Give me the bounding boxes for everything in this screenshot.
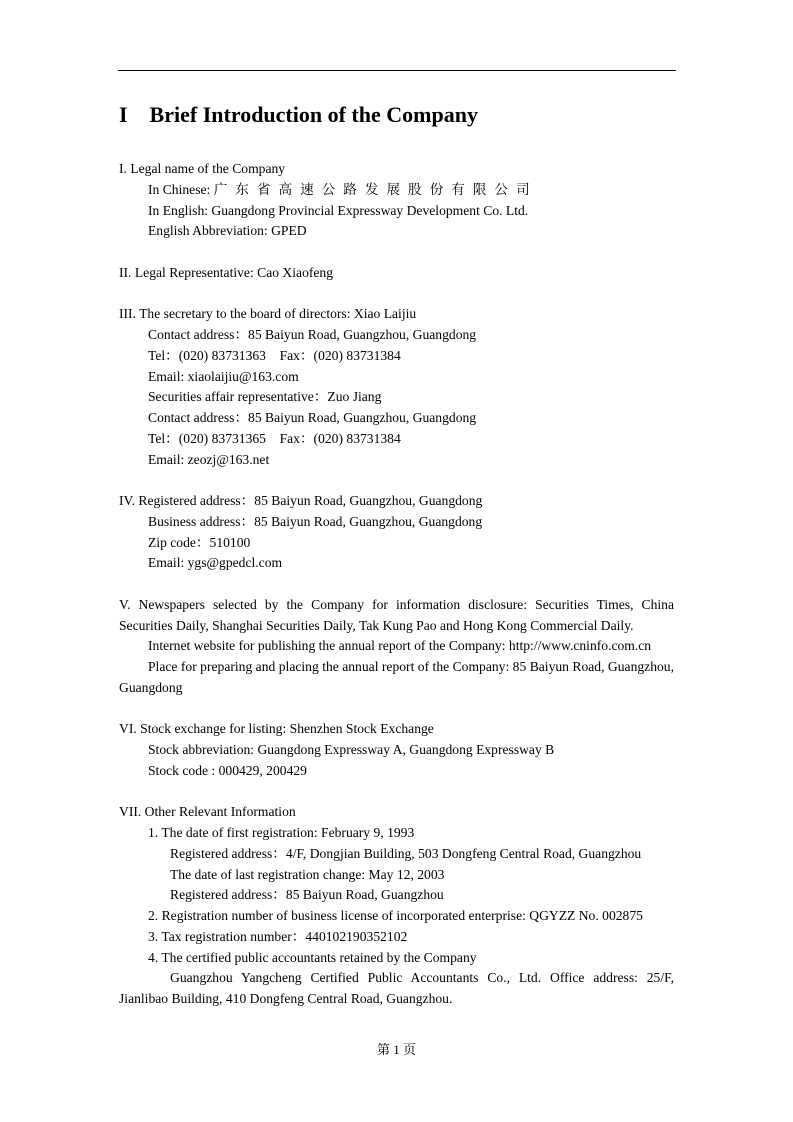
- s7-item-3: 3. Tax registration number：440102190352102: [148, 928, 408, 944]
- s3-line: Email: xiaolaijiu@163.com: [148, 368, 299, 384]
- s3-line: Contact address：85 Baiyun Road, Guangzhou, Guangdong: [148, 327, 477, 342]
- page-number: 第 1 页: [376, 1042, 416, 1057]
- english-abbreviation: English Abbreviation: GPED: [148, 223, 307, 239]
- chinese-name-line: [119, 180, 674, 201]
- s7-item-2: 2. Registration number of business license of incorporated enterprise: QGYZZ No. 002875: [148, 908, 643, 923]
- s7-item-4-text: Guangzhou Yangcheng Certified Public Accountants Co., Ltd. Office address: 25/F, Jianlibao Building, 410 Dongfeng Central Road, Guangzhou.: [119, 970, 674, 1006]
- s3-line: Securities affair representative：Zuo Jiang: [148, 389, 382, 405]
- s4-line: Business address：85 Baiyun Road, Guangzhou, Guangdong: [148, 513, 483, 529]
- section-1-title: I. Legal name of the Company: [119, 161, 286, 176]
- header-rule: [118, 70, 676, 71]
- s4-line: Zip code：510100: [148, 534, 251, 550]
- document-body: [119, 159, 674, 1010]
- s7-item-1-sub: The date of last registration change: May 12, 2003: [170, 866, 445, 882]
- s6-line: Stock abbreviation: Guangdong Expressway A, Guangdong Expressway B: [148, 742, 555, 757]
- s3-line: Email: zeozj@163.net: [148, 451, 270, 467]
- english-name: In English: Guangdong Provincial Expressway Development Co. Ltd.: [148, 202, 529, 218]
- s7-item-1-sub: Registered address：85 Baiyun Road, Guangzhou: [170, 887, 444, 903]
- page-title: I Brief Introduction of the Company: [119, 102, 478, 127]
- s6-line: Stock code : 000429, 200429: [148, 762, 307, 778]
- s7-item-1-sub: Registered address：4/F, Dongjian Building, 503 Dongfeng Central Road, Guangzhou: [170, 845, 642, 861]
- chinese-name: 广东省高速公路发展股份有限公司: [213, 181, 538, 197]
- section-4-title: IV. Registered address：85 Baiyun Road, Guangzhou, Guangdong: [119, 493, 483, 508]
- website-line: Internet website for publishing the annual report of the Company: http://www.cninfo.com.cn: [148, 638, 652, 654]
- section-7-title: VII. Other Relevant Information: [119, 804, 296, 820]
- section-6-title: VI. Stock exchange for listing: Shenzhen Stock Exchange: [119, 721, 434, 737]
- section-3-title: III. The secretary to the board of directors: Xiao Laijiu: [119, 306, 417, 322]
- s3-line: Tel：(020) 83731363 Fax：(020) 83731384: [148, 347, 401, 363]
- s7-item-1: 1. The date of first registration: February 9, 1993: [148, 825, 415, 840]
- s3-line: Contact address：85 Baiyun Road, Guangzhou, Guangdong: [148, 410, 477, 425]
- s4-line: Email: ygs@gpedcl.com: [148, 555, 283, 571]
- s7-item-4: 4. The certified public accountants retained by the Company: [148, 949, 477, 965]
- place-line: Place for preparing and placing the annual report of the Company: 85 Baiyun Road, Guangzhou, Guangdong: [119, 659, 674, 695]
- s3-line: Tel：(020) 83731365 Fax：(020) 83731384: [148, 430, 401, 446]
- chinese-label: In Chinese:: [148, 181, 214, 197]
- section-5-title: V. Newspapers selected by the Company for information disclosure: Securities Times, China Securities Daily, Shanghai Securities Daily, Tak Kung Pao and Hong Kong Commercial Daily.: [119, 596, 674, 633]
- section-2-title: II. Legal Representative: Cao Xiaofeng: [119, 264, 334, 280]
